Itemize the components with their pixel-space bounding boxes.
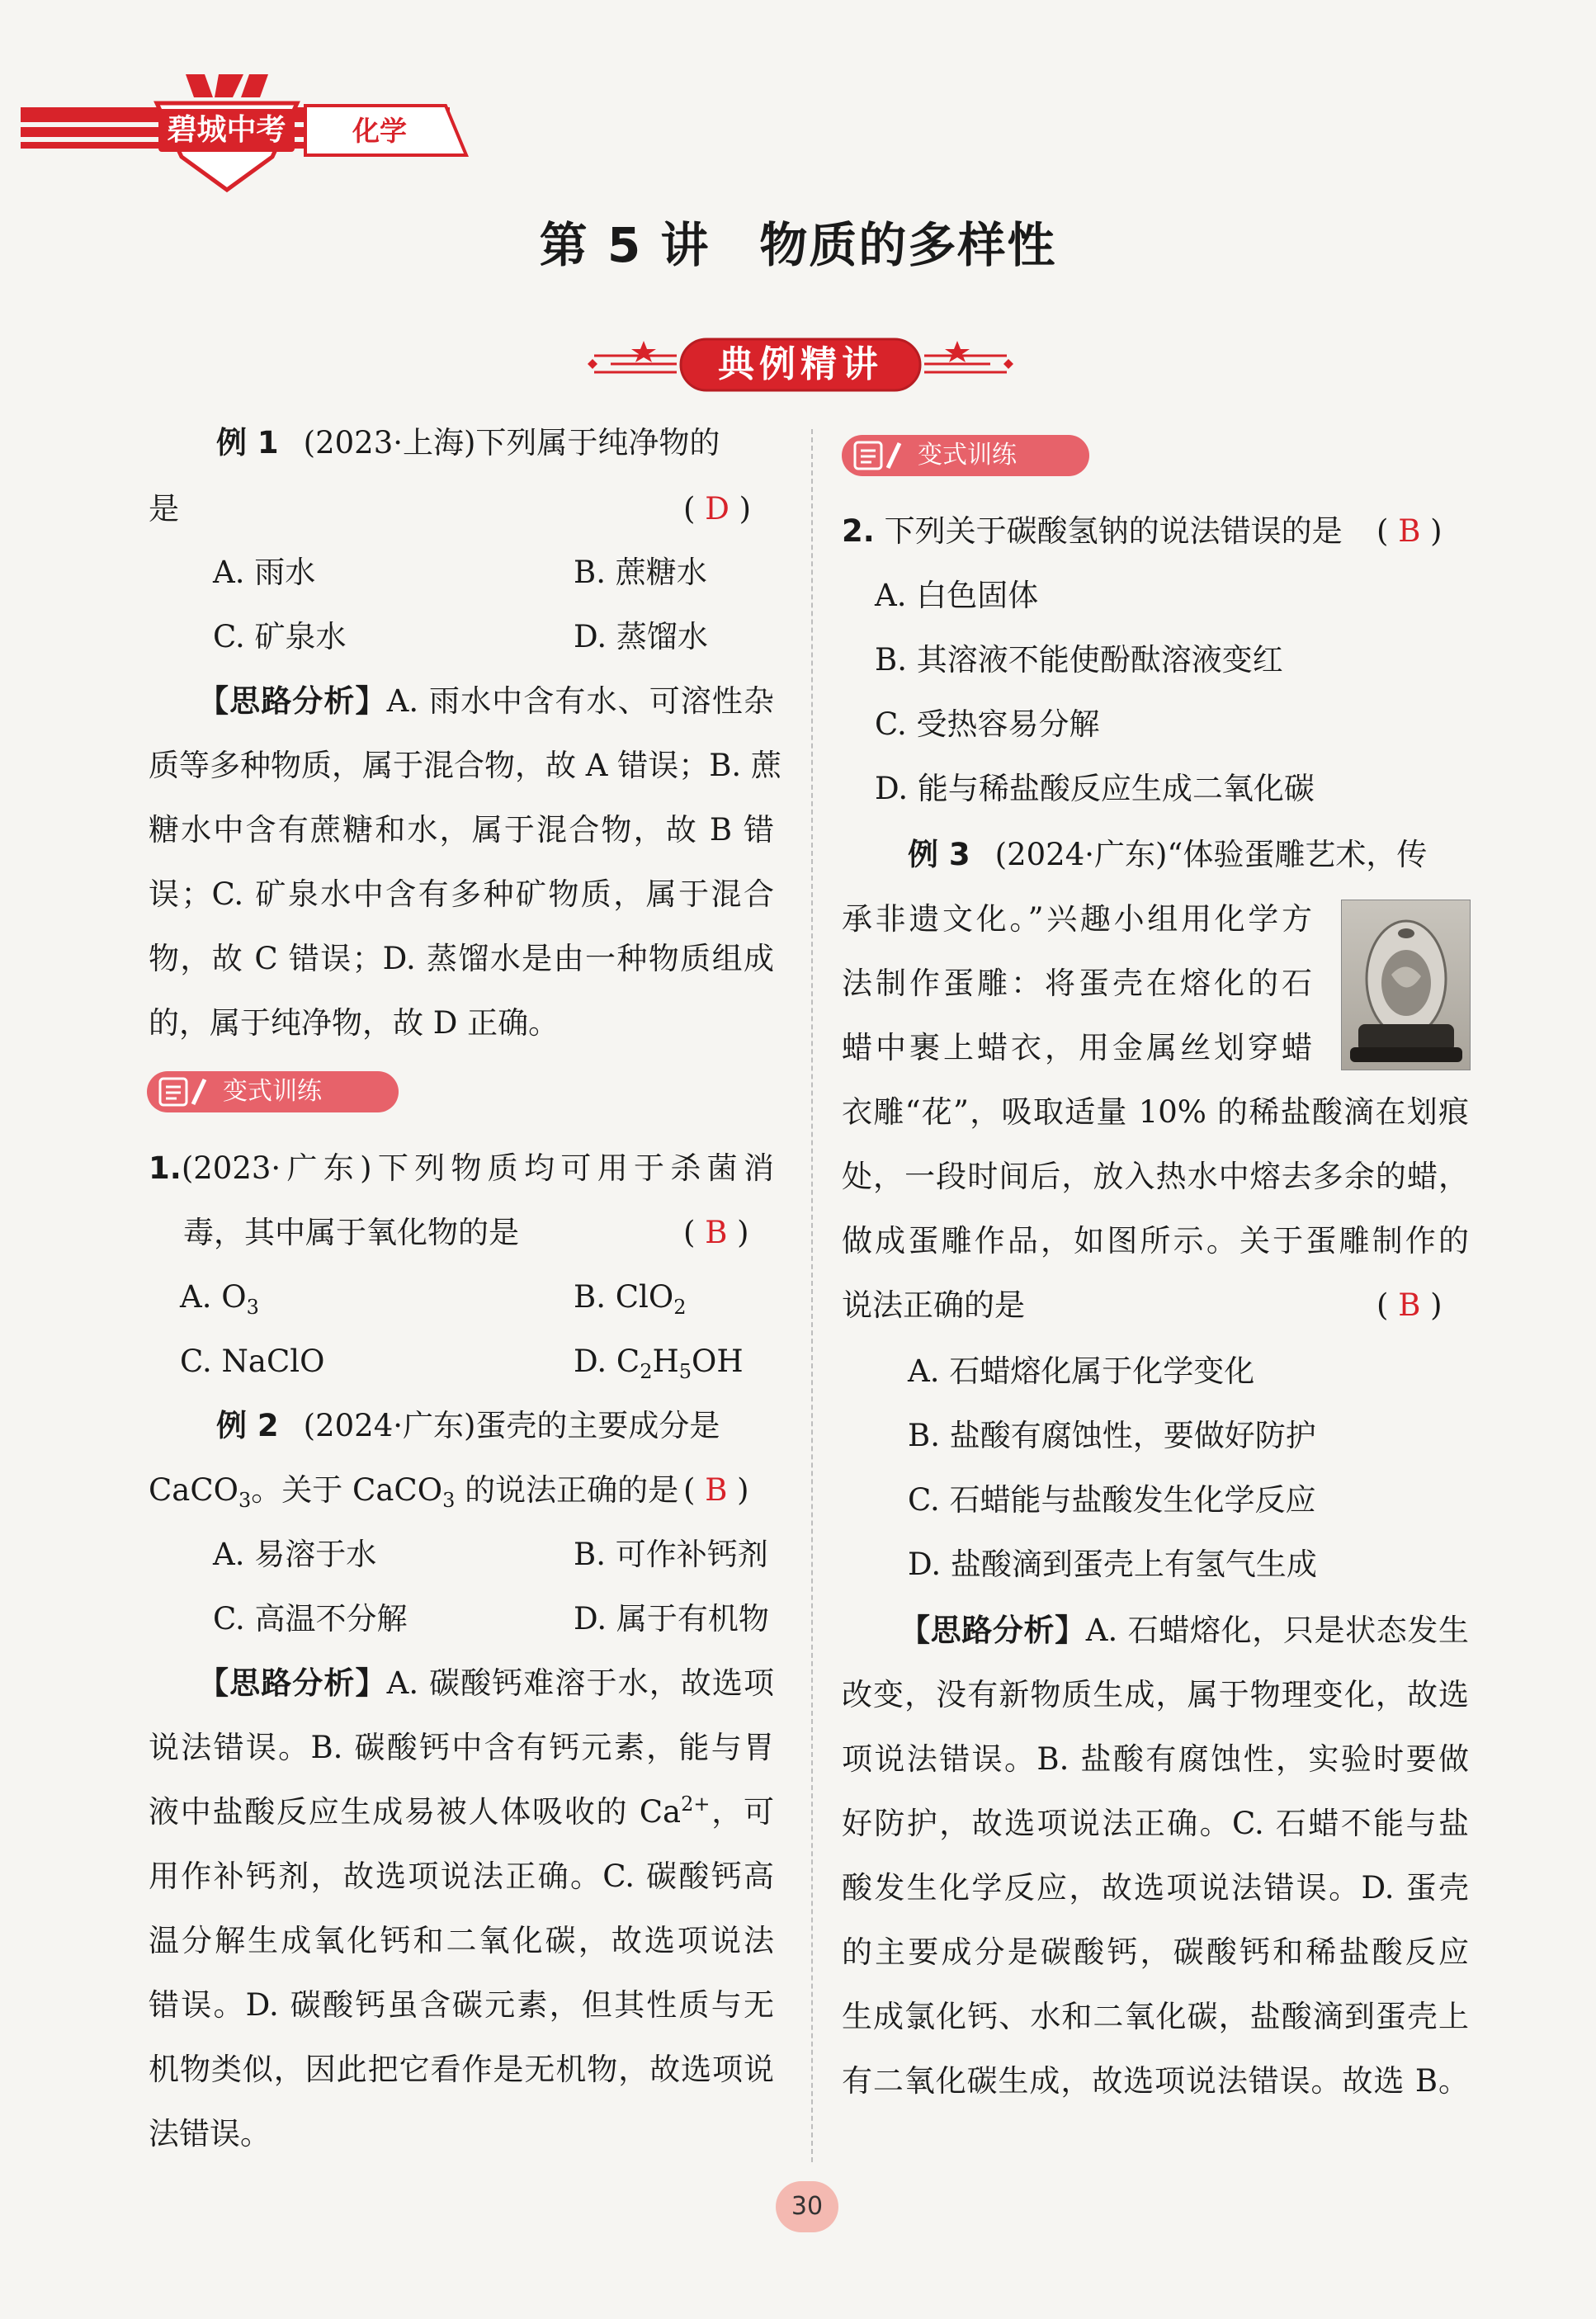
example-label: 例 3: [908, 837, 970, 872]
question-stem: 处，一段时间后，放入热水中熔去多余的蜡，: [842, 1159, 1469, 1194]
answer-mark: B: [705, 1215, 728, 1250]
practice-tag: 变式训练: [842, 435, 1089, 476]
analysis-line: 好防护，故选项说法正确。C. 石蜡不能与盐: [842, 1806, 1469, 1841]
analysis-line: 说法错误。B. 碳酸钙中含有钙元素，能与胃: [149, 1730, 774, 1765]
option-d: D. 属于有机物: [574, 1601, 769, 1637]
analysis-line: 【思路分析】A. 石蜡熔化，只是状态发生: [900, 1613, 1469, 1648]
analysis-line: 机物类似，因此把它看作是无机物，故选项说: [149, 2052, 774, 2087]
section-banner: [578, 326, 1023, 400]
analysis-line: 的，属于纯净物，故 D 正确。: [149, 1005, 560, 1041]
option-a: A. 石蜡熔化属于化学变化: [908, 1353, 1255, 1389]
question-stem: (2023·上海)下列属于纯净物的: [303, 425, 720, 460]
example-label: 例 1: [216, 425, 279, 460]
question-number: 1.: [149, 1150, 182, 1186]
question-stem: (2024·广东)“体验蛋雕艺术，传: [994, 837, 1428, 872]
question-stem: 下列关于碳酸氢钠的说法错误的是: [884, 513, 1343, 549]
analysis-line: 质等多种物质，属于混合物，故 A 错误；B. 蔗: [149, 748, 781, 783]
question-stem: 是: [149, 491, 179, 527]
question-stem: 衣雕“花”，吸取适量 10% 的稀盐酸滴在划痕: [842, 1094, 1469, 1130]
option-c: C. 石蜡能与盐酸发生化学反应: [908, 1482, 1316, 1518]
option-d: D. 盐酸滴到蛋壳上有氢气生成: [908, 1547, 1317, 1582]
question-stem: 毒，其中属于氧化物的是: [183, 1215, 519, 1250]
analysis-line: 物，故 C 错误；D. 蒸馏水是由一种物质组成: [149, 941, 774, 976]
page-title: 第 5 讲 物质的多样性: [539, 217, 1057, 273]
analysis-line: 温分解生成氧化钙和二氧化碳，故选项说法: [149, 1923, 774, 1958]
analysis-line: 糖水中含有蔗糖和水，属于混合物，故 B 错: [149, 812, 774, 848]
analysis-line: 【思路分析】A. 碳酸钙难溶于水，故选项: [198, 1665, 774, 1701]
question-stem: (2024·广东)蛋壳的主要成分是: [303, 1408, 720, 1443]
option-c: C. 矿泉水: [213, 619, 347, 654]
book-pencil-icon: [158, 1076, 208, 1108]
banner-label: 典例精讲: [718, 343, 883, 385]
analysis-label: 【思路分析】: [198, 1665, 387, 1701]
analysis-line: 用作补钙剂，故选项说法正确。C. 碳酸钙高: [149, 1859, 774, 1894]
question-stem: 法制作蛋雕：将蛋壳在熔化的石: [842, 966, 1312, 1001]
question-stem: 做成蛋雕作品，如图所示。关于蛋雕制作的: [842, 1223, 1469, 1259]
practice-tag: 变式训练: [147, 1071, 399, 1112]
question-stem: CaCO$_3$。关于 CaCO$_3$ 的说法正确的是: [149, 1472, 679, 1512]
question-stem: 蜡中裹上蜡衣，用金属丝划穿蜡: [842, 1030, 1312, 1065]
option-c: C. NaClO: [180, 1344, 325, 1379]
analysis-label: 【思路分析】: [198, 683, 387, 719]
egg-carving-photo: [1341, 900, 1471, 1070]
analysis-line: 错误。D. 碳酸钙虽含碳元素，但其性质与无: [149, 1987, 774, 2023]
bell-jar-illustration: [1342, 900, 1470, 1070]
analysis-line: 液中盐酸反应生成易被人体吸收的 $Ca^{2+}$，可: [149, 1792, 774, 1830]
answer-mark: B: [1398, 513, 1421, 549]
question-number: 2.: [842, 513, 875, 549]
analysis-line: 有二氧化碳生成，故选项说法错误。故选 B。: [842, 2063, 1469, 2099]
analysis-line: 误；C. 矿泉水中含有多种矿物质，属于混合: [149, 876, 774, 912]
analysis-line: 的主要成分是碳酸钙，碳酸钙和稀盐酸反应: [842, 1934, 1469, 1970]
question-stem: (2023·广东)下列物质均可用于杀菌消: [181, 1150, 774, 1186]
analysis-line: 【思路分析】A. 雨水中含有水、可溶性杂: [198, 683, 774, 719]
option-a: A. 白色固体: [875, 578, 1039, 613]
brand-badge: 碧城中考: [158, 109, 295, 152]
analysis-label: 【思路分析】: [900, 1613, 1086, 1648]
page-number: 30: [776, 2181, 838, 2232]
option-d: D. $C_2H_5OH$: [574, 1344, 744, 1383]
option-a: A. 易溶于水: [213, 1537, 377, 1572]
answer-mark: B: [705, 1472, 728, 1508]
subject-label: 化学: [352, 115, 407, 147]
analysis-line: 项说法错误。B. 盐酸有腐蚀性，实验时要做: [842, 1741, 1469, 1777]
option-c: C. 受热容易分解: [875, 706, 1100, 742]
book-pencil-icon: [853, 440, 903, 471]
option-d: D. 能与稀盐酸反应生成二氧化碳: [875, 771, 1315, 806]
option-b: B. 蔗糖水: [574, 555, 707, 590]
option-b: B. 盐酸有腐蚀性，要做好防护: [908, 1418, 1316, 1453]
option-d: D. 蒸馏水: [574, 619, 708, 654]
analysis-line: 改变，没有新物质生成，属于物理变化，故选: [842, 1677, 1469, 1712]
question-stem: 承非遗文化。”兴趣小组用化学方: [842, 901, 1312, 937]
example-label: 例 2: [216, 1408, 279, 1443]
answer-mark: B: [1398, 1287, 1421, 1323]
option-b: B. 可作补钙剂: [574, 1537, 768, 1572]
column-divider: [811, 429, 813, 2162]
analysis-line: 法错误。: [149, 2116, 271, 2151]
option-c: C. 高温不分解: [213, 1601, 408, 1637]
question-stem: 说法正确的是: [842, 1287, 1025, 1323]
answer-mark: D: [705, 491, 730, 527]
analysis-line: 生成氯化钙、水和二氧化碳，盐酸滴到蛋壳上: [842, 1999, 1469, 2034]
option-a: A. 雨水: [213, 555, 316, 590]
header-logo: [17, 58, 479, 198]
option-a: A. $O_3$: [180, 1279, 259, 1319]
option-b: B. ClO$_2$: [574, 1279, 687, 1319]
analysis-line: 酸发生化学反应，故选项说法错误。D. 蛋壳: [842, 1870, 1469, 1906]
option-b: B. 其溶液不能使酚酞溶液变红: [875, 642, 1283, 678]
